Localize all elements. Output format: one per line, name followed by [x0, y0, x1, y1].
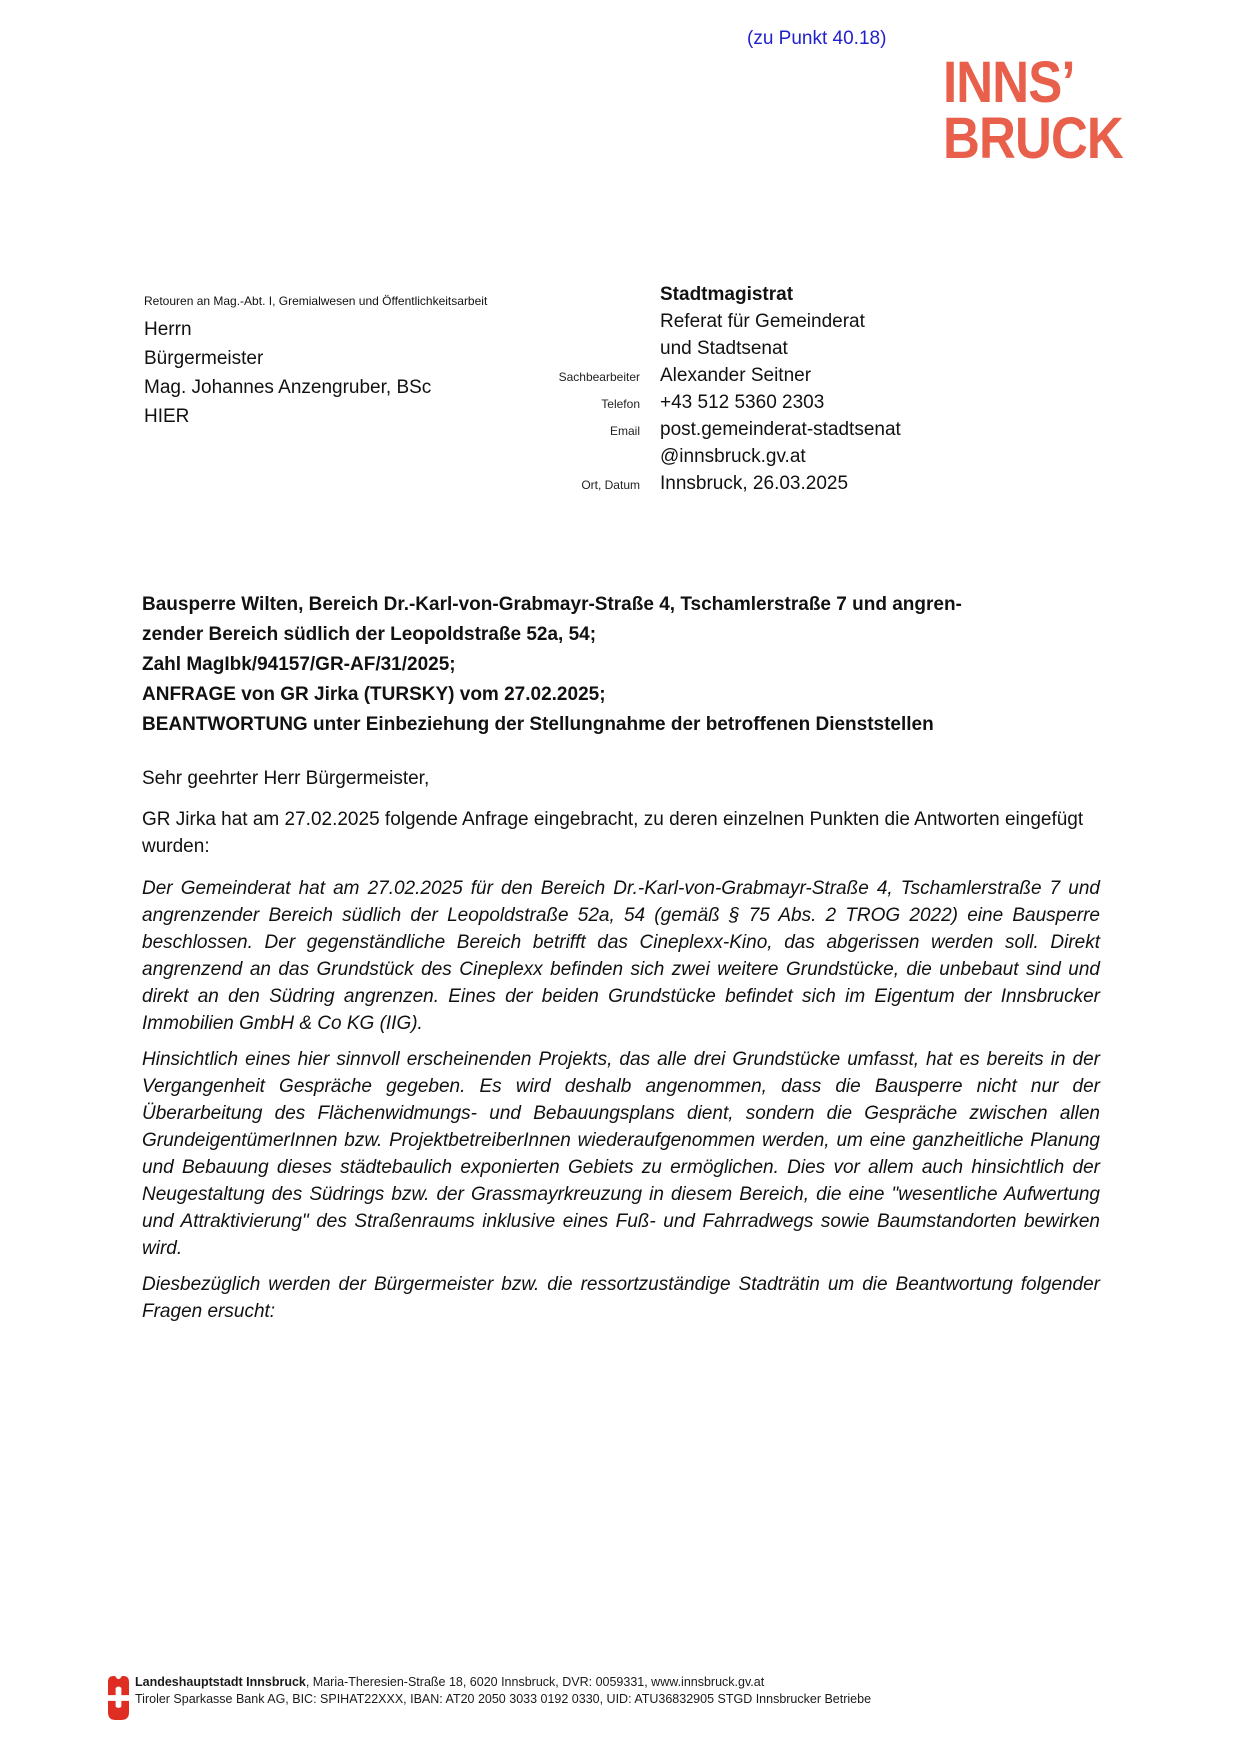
inquiry-paragraph-1: Der Gemeinderat hat am 27.02.2025 für den Bereich Dr.-Karl-von-Grabmayr-Straße 4, Tschamlerstraße 7 und angrenzender Bereich südlich der Leopoldstraße 52a, 54 (gemäß § 75 Abs. 2 TROG 2022) eine Bausperre beschlossen. Der gegenständliche Bereich betrifft das Cineplexx-Kino, das abgerissen werden soll. Direkt angrenzend an das Grundstück des Cineplexx befinden sich zwei weitere Grundstücke, die unbebaut sind und direkt an den Südring angrenzen. Eines der beiden Grundstücke befindet sich im Eigentum der Innsbrucker Immobilien GmbH & Co KG (IIG).: [142, 878, 1100, 1034]
sender-row-email: [450, 419, 1110, 446]
recipient-line: Herrn: [144, 319, 192, 340]
innsbruck-logo: [943, 50, 1123, 171]
field-value: Stadtmagistrat: [660, 284, 794, 305]
field-value: Referat für Gemeinderat: [660, 311, 865, 332]
agenda-reference-note: (zu Punkt 40.18): [747, 28, 887, 49]
letter-body: [142, 590, 1100, 1325]
sender-row-referat: [450, 311, 1110, 338]
subject-block: [142, 590, 1100, 740]
inquiry-paragraph-2: Hinsichtlich eines hier sinnvoll erscheinenden Projekts, das alle drei Grundstücke umfasst, hat es bereits in der Vergangenheit Gespräche gegeben. Es wird deshalb angenommen, dass die Bausperre nicht nur der Überarbeitung des Flächenwidmungs- und Bebauungsplans dient, sondern die Gespräche zwischen allen GrundeigentümerInnen bzw. ProjektbetreiberInnen wiederaufgenommen werden, um eine ganzheitliche Planung und Bebauung dieses städtebaulich exponierten Gebiets zu ermöglichen. Dies vor allem auch hinsichtlich der Neugestaltung des Südrings bzw. der Grassmayrkreuzung in diesem Bereich, die eine "wesentliche Aufwertung und Attraktivierung" des Straßenraums inklusive eines Fuß- und Fahrradwegs sowie Baumstandorten bewirken wird.: [142, 1049, 1100, 1259]
inquiry-paragraph-3: Diesbezüglich werden der Bürgermeister bzw. die ressortzuständige Stadträtin um die Beantwortung folgender Fragen ersucht:: [142, 1274, 1100, 1322]
footer-line-1: [135, 1674, 1195, 1691]
recipient-line: HIER: [144, 406, 190, 427]
field-label: Ort, Datum: [581, 478, 640, 492]
return-address-note: Retouren an Mag.-Abt. I, Gremialwesen und Öffentlichkeitsarbeit: [144, 294, 488, 308]
intro-paragraph: GR Jirka hat am 27.02.2025 folgende Anfrage eingebracht, zu deren einzelnen Punkten die Antworten eingefügt wurden:: [142, 809, 1084, 857]
field-value: Alexander Seitner: [660, 365, 812, 386]
recipient-address-block: [144, 294, 487, 431]
subject-line: Zahl MagIbk/94157/GR-AF/31/2025;: [142, 654, 456, 675]
recipient-line: Bürgermeister: [144, 348, 264, 369]
field-value: post.gemeinderat-stadtsenat: [660, 419, 901, 440]
sender-contact-block: [450, 284, 1110, 500]
sender-row-ort-datum: [450, 473, 1110, 500]
sender-row-referat2: [450, 338, 1110, 365]
subject-line: Bausperre Wilten, Bereich Dr.-Karl-von-Grabmayr-Straße 4, Tschamlerstraße 7 und angren-: [142, 594, 962, 615]
innsbruck-logo-line1: INNS’: [943, 50, 1075, 115]
footer: [135, 1674, 1195, 1707]
field-label: Telefon: [601, 397, 640, 411]
sender-row-department: [450, 284, 1110, 311]
subject-line: ANFRAGE von GR Jirka (TURSKY) vom 27.02.2025;: [142, 684, 606, 705]
sender-row-telefon: [450, 392, 1110, 419]
innsbruck-coat-of-arms-icon: [108, 1676, 129, 1720]
sender-row-sachbearbeiter: [450, 365, 1110, 392]
field-label: Email: [609, 424, 640, 438]
field-label: Sachbearbeiter: [558, 370, 640, 384]
footer-city-name: Landeshauptstadt Innsbruck: [135, 1675, 306, 1689]
innsbruck-logo-line2: BRUCK: [943, 106, 1123, 171]
field-value: @innsbruck.gv.at: [660, 446, 806, 467]
subject-line: zender Bereich südlich der Leopoldstraße 52a, 54;: [142, 624, 597, 645]
subject-line: BEANTWORTUNG unter Einbeziehung der Stellungnahme der betroffenen Dienststellen: [142, 714, 934, 735]
recipient-line: Mag. Johannes Anzengruber, BSc: [144, 377, 432, 398]
salutation: Sehr geehrter Herr Bürgermeister,: [142, 768, 430, 789]
field-value: und Stadtsenat: [660, 338, 788, 359]
footer-address: , Maria-Theresien-Straße 18, 6020 Innsbruck, DVR: 0059331, www.innsbruck.gv.at: [305, 1675, 765, 1689]
field-value: Innsbruck, 26.03.2025: [660, 473, 849, 494]
sender-row-email2: [450, 446, 1110, 473]
footer-line-2: Tiroler Sparkasse Bank AG, BIC: SPIHAT22XXX, IBAN: AT20 2050 3033 0192 0330, UID: ATU36832905 STGD Innsbrucker Betriebe: [135, 1691, 872, 1706]
field-value: +43 512 5360 2303: [660, 392, 825, 413]
